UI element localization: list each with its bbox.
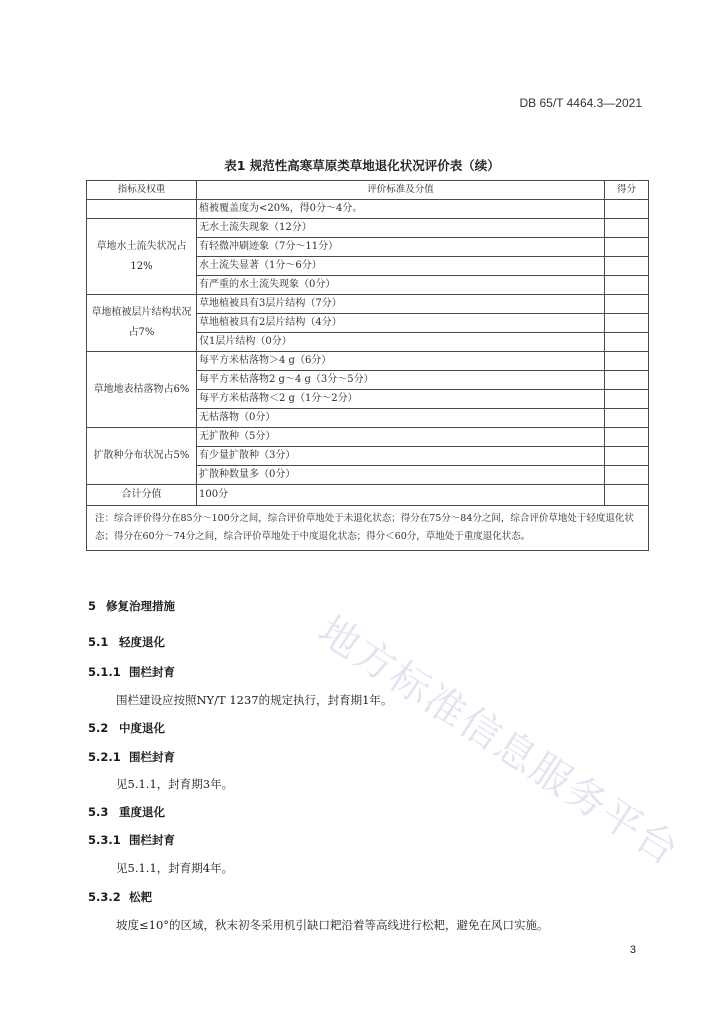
header-indicator: 指标及权重 <box>87 181 197 200</box>
section-title: 围栏封育 <box>129 665 175 679</box>
score-cell <box>605 428 649 447</box>
note-row <box>87 506 649 551</box>
section-5-1-heading <box>88 634 165 650</box>
criteria-cell: 植被覆盖度为<20%，得0分～4分。 <box>197 200 605 219</box>
section-number: 5.3.2 <box>88 890 121 904</box>
section-number: 5.2 <box>88 721 109 735</box>
document-code: DB 65/T 4464.3—2021 <box>519 96 642 110</box>
header-criteria: 评价标准及分值 <box>197 181 605 200</box>
paragraph-5-1-1: 围栏建设应按照NY/T 1237的规定执行，封育期1年。 <box>116 693 393 707</box>
section-5-3-heading <box>88 804 165 820</box>
criteria-cell: 有轻微冲刷迹象（7分～11分） <box>197 238 605 257</box>
score-cell <box>605 257 649 276</box>
section-number: 5.3.1 <box>88 833 121 847</box>
section-5-1-1-heading <box>88 664 175 680</box>
header-score: 得分 <box>605 181 649 200</box>
score-cell <box>605 447 649 466</box>
criteria-cell: 无扩散种（5分） <box>197 428 605 447</box>
score-cell <box>605 276 649 295</box>
criteria-cell: 扩散种数量多（0分） <box>197 466 605 485</box>
criteria-cell: 无枯落物（0分） <box>197 409 605 428</box>
score-cell <box>605 466 649 485</box>
score-cell <box>605 485 649 506</box>
total-row <box>87 485 649 506</box>
criteria-cell: 每平方米枯落物2 g～4 g（3分～5分） <box>197 371 605 390</box>
watermark: 地方标准信息服务平台 <box>310 607 688 875</box>
table-title: 表1 规范性高寒草原类草地退化状况评价表（续） <box>224 158 500 173</box>
section-5-3-1-heading <box>88 832 175 848</box>
criteria-cell: 水土流失显著（1分～6分） <box>197 257 605 276</box>
section-number: 5.2.1 <box>88 750 121 764</box>
table-header-row <box>87 181 649 200</box>
indicator-cell: 草地地表枯落物占6% <box>87 352 197 428</box>
table-row <box>87 352 649 371</box>
paragraph-5-3-1: 见5.1.1，封育期4年。 <box>116 861 234 875</box>
section-5-2-heading <box>88 720 165 736</box>
section-title: 围栏封育 <box>129 750 175 764</box>
indicator-cell <box>87 200 197 219</box>
page-number: 3 <box>629 944 636 956</box>
criteria-cell: 仅1层片结构（0分） <box>197 333 605 352</box>
section-title: 轻度退化 <box>119 635 165 649</box>
section-number: 5.1 <box>88 635 109 649</box>
score-cell <box>605 371 649 390</box>
table-row <box>87 428 649 447</box>
criteria-cell: 无水土流失现象（12分） <box>197 219 605 238</box>
section-title: 重度退化 <box>119 805 165 819</box>
criteria-cell: 草地植被具有2层片结构（4分） <box>197 314 605 333</box>
section-5-heading <box>88 598 175 614</box>
score-cell <box>605 295 649 314</box>
section-5-3-2-heading <box>88 889 152 905</box>
score-cell <box>605 238 649 257</box>
section-number: 5.1.1 <box>88 665 121 679</box>
indicator-cell: 草地水土流失状况占12% <box>87 219 197 295</box>
table-row <box>87 200 649 219</box>
section-title: 松耙 <box>129 890 152 904</box>
total-label: 合计分值 <box>87 485 197 506</box>
criteria-cell: 草地植被具有3层片结构（7分） <box>197 295 605 314</box>
section-5-2-1-heading <box>88 749 175 765</box>
indicator-cell: 扩散种分布状况占5% <box>87 428 197 485</box>
score-cell <box>605 219 649 238</box>
paragraph-5-3-2: 坡度≤10°的区域，秋末初冬采用机引缺口耙沿着等高线进行松耙，避免在风口实施。 <box>116 918 549 932</box>
score-cell <box>605 333 649 352</box>
score-cell <box>605 200 649 219</box>
section-title: 围栏封育 <box>129 833 175 847</box>
criteria-cell: 有严重的水土流失现象（0分） <box>197 276 605 295</box>
section-title: 中度退化 <box>119 721 165 735</box>
paragraph-5-2-1: 见5.1.1，封育期3年。 <box>116 777 234 791</box>
criteria-cell: 每平方米枯落物＞4 g（6分） <box>197 352 605 371</box>
criteria-cell: 有少量扩散种（3分） <box>197 447 605 466</box>
score-cell <box>605 409 649 428</box>
table-row <box>87 219 649 238</box>
score-cell <box>605 314 649 333</box>
evaluation-table <box>86 180 649 551</box>
table-note: 注：综合评价得分在85分～100分之间，综合评价草地处于未退化状态；得分在75分～84分之间，综合评价草地处于轻度退化状态；得分在60分～74分之间，综合评价草地处于中度退化状态；得分＜60分，草地处于重度退化状态。 <box>87 506 649 551</box>
section-title: 修复治理措施 <box>106 599 175 613</box>
criteria-cell: 每平方米枯落物＜2 g（1分～2分） <box>197 390 605 409</box>
table-row <box>87 295 649 314</box>
score-cell <box>605 390 649 409</box>
total-value: 100分 <box>197 485 605 506</box>
section-number: 5.3 <box>88 805 109 819</box>
indicator-cell: 草地植被层片结构状况占7% <box>87 295 197 352</box>
section-number: 5 <box>88 599 97 613</box>
score-cell <box>605 352 649 371</box>
